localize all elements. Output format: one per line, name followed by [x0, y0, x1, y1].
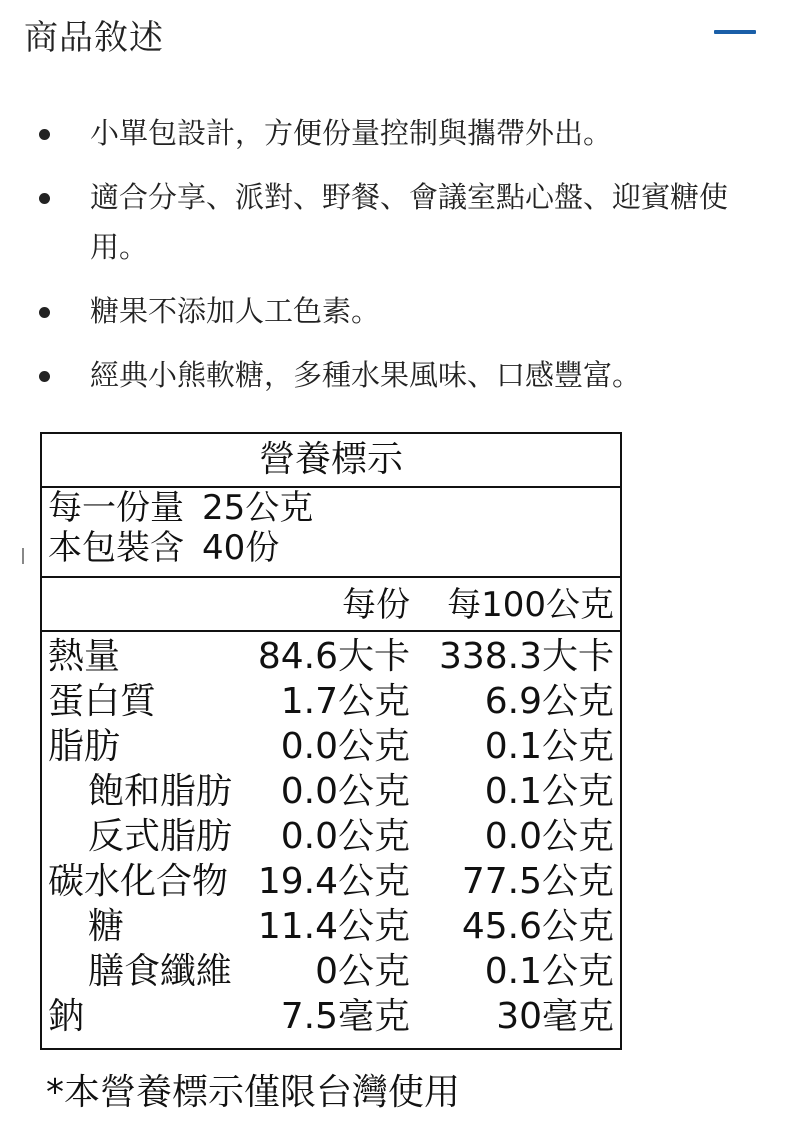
list-item: [0, 350, 800, 400]
col-per-100g: 每100公克: [447, 585, 614, 625]
per-100g-value: 0.1公克: [484, 951, 614, 992]
per-serving-value: 1.7公克: [280, 681, 410, 722]
list-item: [0, 286, 800, 336]
table-row: [42, 949, 620, 994]
bullet-dot-icon: [39, 193, 50, 204]
nutrition-title: 營養標示: [42, 434, 620, 488]
list-item: [0, 108, 800, 158]
section-header[interactable]: [0, 0, 800, 70]
table-row: [42, 859, 620, 904]
list-item-text: 適合分享、派對、野餐、會議室點心盤、迎賓糖使用。: [90, 180, 729, 264]
table-row: [42, 634, 620, 679]
per-serving-value: 0.0公克: [280, 816, 410, 857]
nutrient-label: 膳食纖維: [88, 951, 233, 992]
nutrient-label: 反式脂肪: [88, 816, 233, 857]
per-100g-value: 77.5公克: [461, 861, 614, 902]
table-row: [42, 904, 620, 949]
table-row: [42, 769, 620, 814]
per-serving-value: 0.0公克: [280, 726, 410, 767]
per-100g-value: 0.1公克: [484, 726, 614, 767]
serving-info: [42, 488, 620, 578]
per-serving-value: 19.4公克: [257, 861, 410, 902]
per-100g-value: 45.6公克: [461, 906, 614, 947]
list-item-text: 糖果不添加人工色素。: [90, 294, 381, 328]
list-item: [0, 172, 800, 272]
per-serving-value: 7.5毫克: [280, 996, 410, 1037]
feature-list: [0, 108, 800, 414]
col-per-serving: 每份: [342, 585, 410, 625]
pack-value: 40份: [202, 528, 280, 568]
nutrient-label: 飽和脂肪: [88, 771, 233, 812]
serving-label: 每一份量: [48, 488, 184, 528]
minus-icon[interactable]: [714, 30, 756, 34]
nutrition-rows: [42, 634, 620, 1044]
per-100g-value: 338.3大卡: [438, 636, 614, 677]
bullet-dot-icon: [39, 307, 50, 318]
list-item-text: 小單包設計，方便份量控制與攜帶外出。: [90, 116, 613, 150]
pack-label: 本包裝含: [48, 528, 184, 568]
per-serving-value: 11.4公克: [257, 906, 410, 947]
per-serving-value: 84.6大卡: [257, 636, 410, 677]
per-100g-value: 30毫克: [496, 996, 614, 1037]
nutrient-label: 鈉: [48, 996, 85, 1037]
per-100g-value: 0.1公克: [484, 771, 614, 812]
footnote: *本營養標示僅限台灣使用: [46, 1072, 461, 1113]
column-headers: [42, 580, 620, 632]
per-serving-value: 0公克: [315, 951, 410, 992]
table-row: [42, 814, 620, 859]
bullet-dot-icon: [39, 129, 50, 140]
nutrition-label: [40, 432, 622, 1050]
nutrient-label: 糖: [88, 906, 125, 947]
section-title: 商品敘述: [24, 18, 164, 58]
bullet-dot-icon: [39, 371, 50, 382]
divider: [22, 548, 24, 564]
per-100g-value: 0.0公克: [484, 816, 614, 857]
per-serving-value: 0.0公克: [280, 771, 410, 812]
nutrient-label: 碳水化合物: [48, 861, 229, 902]
nutrient-label: 脂肪: [48, 726, 121, 767]
table-row: [42, 994, 620, 1039]
table-row: [42, 679, 620, 724]
nutrient-label: 熱量: [48, 636, 121, 677]
list-item-text: 經典小熊軟糖，多種水果風味、口感豐富。: [90, 358, 642, 392]
nutrient-label: 蛋白質: [48, 681, 157, 722]
per-100g-value: 6.9公克: [484, 681, 614, 722]
table-row: [42, 724, 620, 769]
serving-value: 25公克: [202, 488, 314, 528]
